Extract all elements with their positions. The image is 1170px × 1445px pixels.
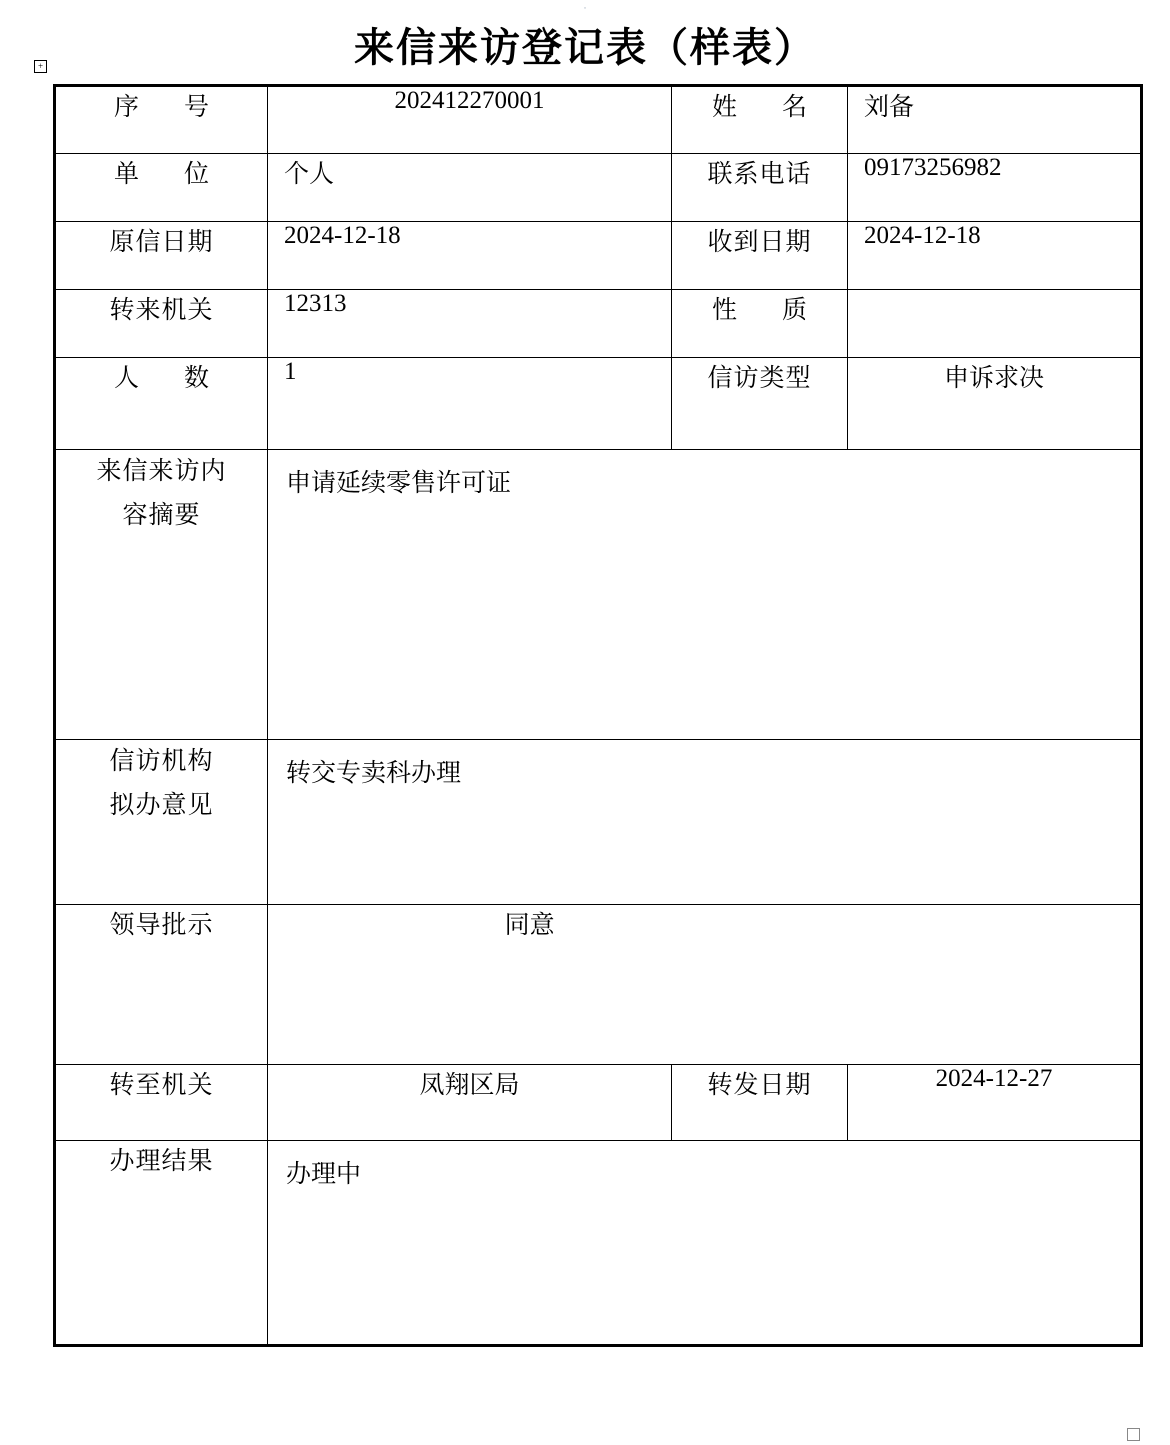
crop-mark-top-left: +: [34, 60, 47, 73]
page-top-mark: ˙: [583, 4, 587, 18]
value-opinion[interactable]: [268, 740, 1142, 905]
label-name-text: 姓 名: [711, 94, 817, 121]
label-transfer-from: [55, 290, 268, 358]
label-result-text: 办理结果: [109, 1148, 214, 1175]
table-row: [55, 222, 1142, 290]
label-nature-text: 性 质: [711, 297, 817, 324]
label-people-count-text: 人 数: [113, 365, 219, 392]
label-transfer-to-text: 转至机关: [109, 1072, 214, 1099]
label-transfer-from-text: 转来机关: [109, 297, 214, 324]
value-result-text: 办理中: [286, 1161, 362, 1188]
value-unit-text: 个人: [284, 161, 335, 188]
label-forward-date-text: 转发日期: [707, 1072, 812, 1099]
label-unit: [55, 154, 268, 222]
label-serial: [55, 86, 268, 154]
value-people-count[interactable]: [268, 358, 672, 450]
value-received-date-text: 2024-12-18: [864, 222, 981, 249]
value-visit-type[interactable]: [848, 358, 1142, 450]
value-name[interactable]: [848, 86, 1142, 154]
value-transfer-to[interactable]: [268, 1065, 672, 1141]
label-phone: [672, 154, 848, 222]
value-phone[interactable]: [848, 154, 1142, 222]
value-serial-text: 202412270001: [394, 87, 545, 114]
value-letter-date[interactable]: [268, 222, 672, 290]
label-summary: [55, 450, 268, 740]
table-row: [55, 154, 1142, 222]
value-result[interactable]: [268, 1141, 1142, 1346]
table-row: [55, 290, 1142, 358]
table-row: [55, 1141, 1142, 1346]
label-leader: [55, 905, 268, 1065]
label-visit-type: [672, 358, 848, 450]
value-received-date[interactable]: [848, 222, 1142, 290]
label-serial-text: 序 号: [113, 94, 219, 121]
label-phone-text: 联系电话: [707, 161, 812, 188]
value-transfer-to-text: 凤翔区局: [419, 1072, 520, 1099]
value-unit[interactable]: [268, 154, 672, 222]
value-name-text: 刘备: [864, 94, 915, 121]
label-letter-date: [55, 222, 268, 290]
label-transfer-to: [55, 1065, 268, 1141]
page-title: 来信来访登记表（样表）: [354, 25, 816, 70]
value-opinion-text: 转交专卖科办理: [286, 760, 462, 787]
value-forward-date[interactable]: [848, 1065, 1142, 1141]
label-people-count: [55, 358, 268, 450]
value-leader-text: 同意: [504, 912, 555, 939]
table-row: [55, 1065, 1142, 1141]
value-letter-date-text: 2024-12-18: [284, 222, 401, 249]
value-nature[interactable]: [848, 290, 1142, 358]
label-forward-date: [672, 1065, 848, 1141]
table-row: [55, 740, 1142, 905]
label-unit-text: 单 位: [113, 161, 219, 188]
crop-mark-bottom-right: [1127, 1428, 1140, 1441]
label-summary-line1: 来信来访内: [96, 458, 227, 485]
registration-form-table: [53, 84, 1143, 1347]
value-transfer-from[interactable]: [268, 290, 672, 358]
label-summary-line2: 容摘要: [122, 501, 201, 529]
label-result: [55, 1141, 268, 1346]
label-opinion-line2: 拟办意见: [109, 791, 214, 819]
value-forward-date-text: 2024-12-27: [935, 1065, 1053, 1092]
label-name: [672, 86, 848, 154]
value-summary[interactable]: [268, 450, 1142, 740]
label-letter-date-text: 原信日期: [109, 229, 214, 256]
table-row: [55, 358, 1142, 450]
value-people-count-text: 1: [284, 358, 297, 385]
label-visit-type-text: 信访类型: [707, 365, 812, 392]
value-serial[interactable]: [268, 86, 672, 154]
value-phone-text: 09173256982: [864, 154, 1002, 181]
label-opinion-line1: 信访机构: [109, 748, 214, 775]
value-summary-text: 申请延续零售许可证: [286, 470, 512, 497]
table-row: [55, 905, 1142, 1065]
label-leader-text: 领导批示: [109, 912, 214, 939]
label-nature: [672, 290, 848, 358]
label-received-date-text: 收到日期: [707, 229, 812, 256]
value-visit-type-text: 申诉求决: [943, 365, 1044, 392]
label-opinion: [55, 740, 268, 905]
value-transfer-from-text: 12313: [284, 290, 347, 317]
label-received-date: [672, 222, 848, 290]
table-row: [55, 450, 1142, 740]
value-leader[interactable]: [268, 905, 1142, 1065]
table-row: [55, 86, 1142, 154]
